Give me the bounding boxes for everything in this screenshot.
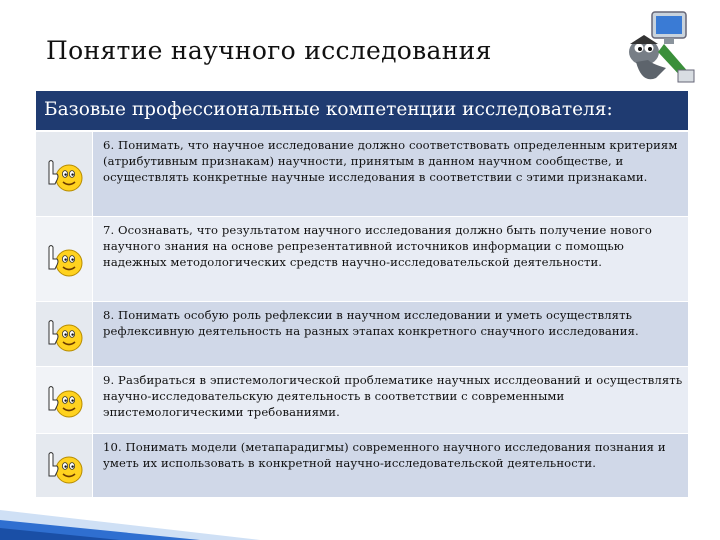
icon-cell	[36, 302, 93, 366]
computer-character-clipart	[618, 8, 702, 88]
table-row	[36, 433, 688, 497]
smiley-pointing-icon	[42, 444, 86, 488]
smiley-pointing-icon	[42, 152, 86, 196]
smiley-pointing-icon	[42, 312, 86, 356]
icon-cell	[36, 367, 93, 433]
table-row	[36, 216, 688, 301]
competency-text: 8. Понимать особую роль рефлексии в научном исследовании и уметь осуществлять рефлексивную деятельность на разных этапах конкретного снаучного исследования.	[93, 302, 688, 366]
smiley-pointing-icon	[42, 237, 86, 281]
table-row	[36, 366, 688, 433]
competency-text: 7. Осознавать, что результатом научного исследования должно быть получение нового научного знания на основе репрезентативной источников информации с помощью надежных методологических средств научно-исследовательской деятельности.	[93, 217, 688, 301]
icon-cell	[36, 217, 93, 301]
icon-cell	[36, 132, 93, 216]
smiley-pointing-icon	[42, 378, 86, 422]
competency-text: 9. Разбираться в эпистемологической проблематике научных исслдеований и осуществлять научно-исследовательскую деятельность в соответствии с современными эпистемологическими требованиями.	[93, 367, 688, 433]
icon-cell	[36, 434, 93, 497]
competency-text: 10. Понимать модели (метапарадигмы) современного научного исследования познания и уметь их использовать в конкретной научно-исследовательской деятельности.	[93, 434, 688, 497]
competencies-banner: Базовые профессиональные компетенции исследователя:	[36, 91, 688, 130]
page-title: Понятие научного исследования	[46, 36, 492, 65]
table-row	[36, 131, 688, 216]
competency-text: 6. Понимать, что научное исследование должно соответствовать определенным критериям (атрибутивным признакам) научности, принятым в данном научном сообществе, и осуществлять конкретные научные исследования в соответствии с этими признаками.	[93, 132, 688, 216]
competencies-table	[36, 131, 688, 497]
table-row	[36, 301, 688, 366]
